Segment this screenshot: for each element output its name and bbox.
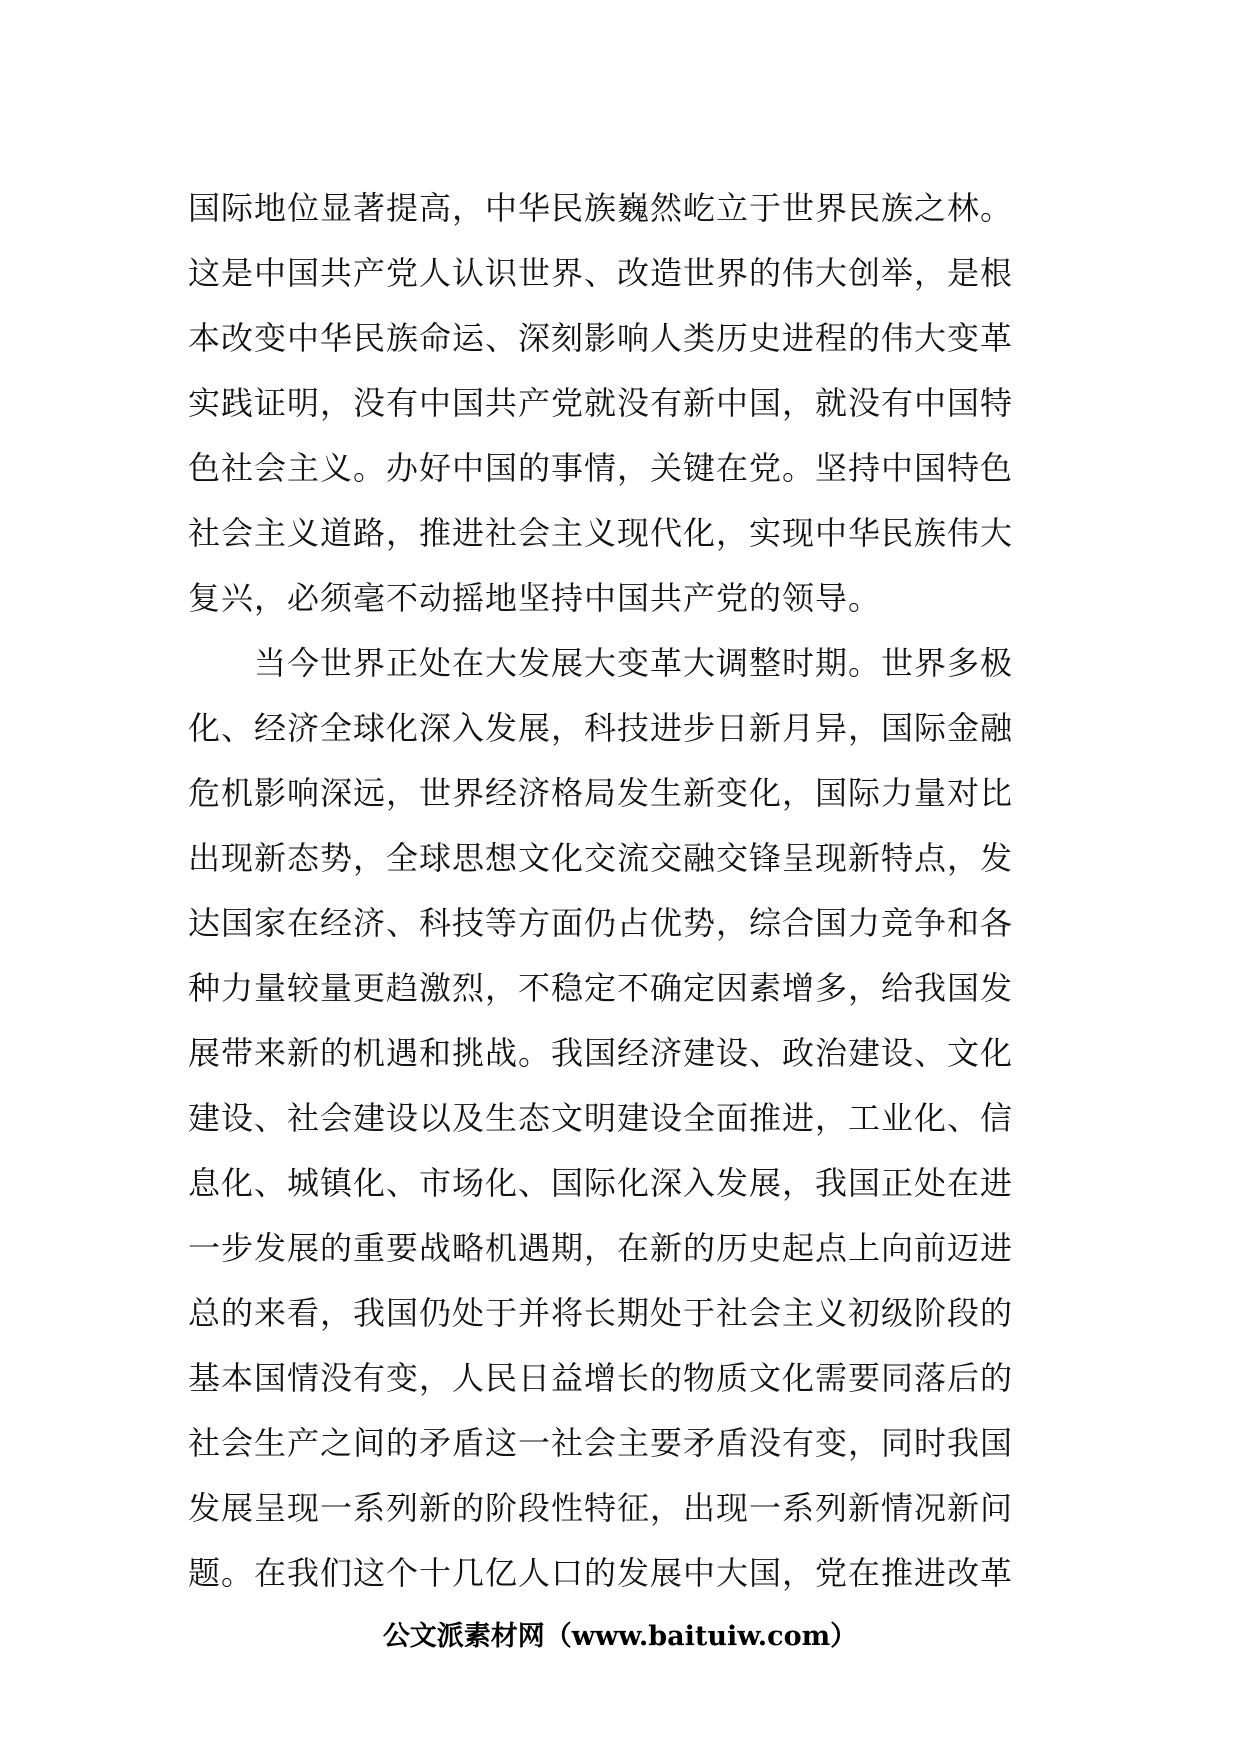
text-line: 展带来新的机遇和挑战。我国经济建设、政治建设、文化: [188, 1034, 1014, 1072]
text-line: 发展呈现一系列新的阶段性特征，出现一系列新情况新问: [188, 1489, 1014, 1527]
text-line: 种力量较量更趋激烈，不稳定不确定因素增多，给我国发: [188, 969, 1014, 1007]
text-line: 当今世界正处在大发展大变革大调整时期。世界多极: [188, 644, 1014, 682]
text-line: 基本国情没有变，人民日益增长的物质文化需要同落后的: [188, 1359, 1014, 1397]
text-line: 本改变中华民族命运、深刻影响人类历史进程的伟大变革: [188, 319, 1014, 357]
text-line: 社会生产之间的矛盾这一社会主要矛盾没有变，同时我国: [188, 1424, 1014, 1462]
text-line: 总的来看，我国仍处于并将长期处于社会主义初级阶段的: [188, 1294, 1014, 1332]
text-line: 实践证明，没有中国共产党就没有新中国，就没有中国特: [188, 384, 1014, 422]
text-line: 题。在我们这个十几亿人口的发展中大国，党在推进改革: [188, 1554, 1014, 1592]
text-line: 国际地位显著提高，中华民族巍然屹立于世界民族之林。: [188, 189, 1014, 227]
text-line: 出现新态势，全球思想文化交流交融交锋呈现新特点，发: [188, 839, 1014, 877]
text-line: 一步发展的重要战略机遇期，在新的历史起点上向前迈进: [188, 1229, 1014, 1267]
footer-watermark: 公文派素材网（www.baituiw.com）: [382, 1621, 858, 1652]
document-body: [188, 176, 1058, 1606]
text-line: 社会主义道路，推进社会主义现代化，实现中华民族伟大: [188, 514, 1014, 552]
text-line: 化、经济全球化深入发展，科技进步日新月异，国际金融: [188, 709, 1014, 747]
text-line: 危机影响深远，世界经济格局发生新变化，国际力量对比: [188, 774, 1014, 812]
text-line: 息化、城镇化、市场化、国际化深入发展，我国正处在进: [188, 1164, 1014, 1202]
text-line: 色社会主义。办好中国的事情，关键在党。坚持中国特色: [188, 449, 1014, 487]
text-line: 达国家在经济、科技等方面仍占优势，综合国力竞争和各: [188, 904, 1014, 942]
text-line: 这是中国共产党人认识世界、改造世界的伟大创举，是根: [188, 254, 1014, 292]
text-line: 复兴，必须毫不动摇地坚持中国共产党的领导。: [188, 579, 882, 617]
text-line: 建设、社会建设以及生态文明建设全面推进，工业化、信: [188, 1099, 1014, 1137]
